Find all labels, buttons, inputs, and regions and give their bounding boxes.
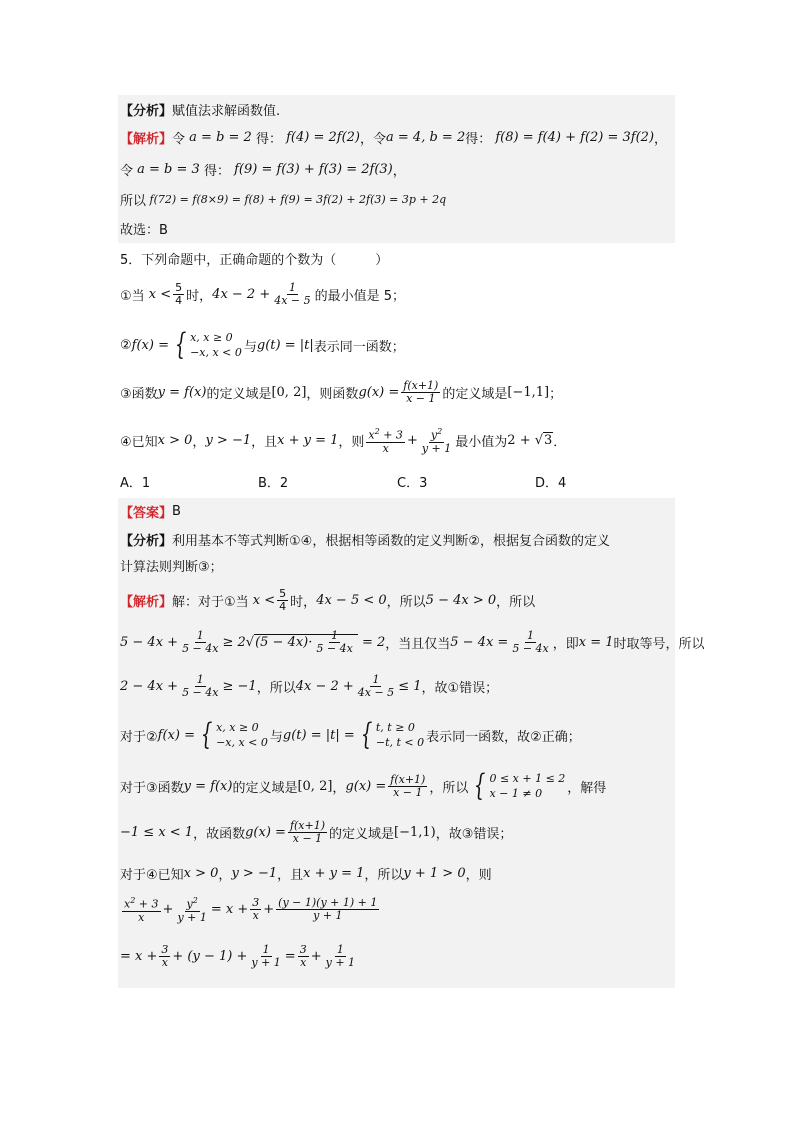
- question-5-item-3: ③函数 y = f(x) 的定义域是 [0, 2] ，则函数 g(x) = $\frac{f(x+1)}{x - 1}$ 的定义域是 [−1,1] ；: [120, 379, 563, 405]
- option-a: A．1: [120, 476, 151, 491]
- prev-solution-line3: 所以 f(72) = f(8×9) = f(8) + f(9) = 3f(2) + 2f(3) = 3p + 2q: [120, 193, 447, 209]
- sol-eq-1: $\frac{x^2 + 3}{x}$ + $\frac{y^2}{y + 1}$ = x + $\frac{3}{x}$ + $\frac{(y - 1)(y + 1) + 1}{y + 1}$: [124, 895, 378, 924]
- answer-line: [120, 502, 181, 521]
- sol-analysis-1: 【分析】 利用基本不等式判断①④，根据相等函数的定义判断②，根据复合函数的定义: [120, 534, 610, 549]
- sol-line-1: 【解析】 解：对于①当 x < $\frac{5}{4}$ 时， 4x − 5 < 0 ，所以 5 − 4x > 0 ，所以: [120, 587, 536, 613]
- option-b: B．2: [258, 476, 289, 491]
- sol-line-4: 对于② f(x) = { x, x ≥ 0 −x, x < 0 与 g(t) = |t| = { t, t ≥ 0 −t, t < 0 表示同一函数，故②正确；: [120, 717, 581, 752]
- question-5-item-1: ①当 x < $\frac{5}{4}$ 时， 4x − 2 + $\frac{1}{4x - 5}$ 的最小值是 5；: [120, 281, 406, 307]
- question-5-item-4: ④已知 x > 0 ， y > −1 ，且 x + y = 1 ，则 $\frac{x^2 + 3}{x}$ + $\frac{y^2}{y + 1}$ 最小值为 2 + √3 ．: [120, 427, 567, 455]
- prev-analysis-text: 赋值法求解函数值.: [172, 104, 281, 119]
- solution-tag: 【解析】: [120, 132, 173, 147]
- sol-line-5: 对于③函数 y = f(x) 的定义域是 [0, 2] ， g(x) = $\frac{f(x+1)}{x - 1}$ ，所以 { 0 ≤ x + 1 ≤ 2 x − 1 ≠ 0 ，解得: [120, 768, 607, 803]
- prev-conclusion: 故选：B: [120, 223, 168, 238]
- sol-line-6: −1 ≤ x < 1 ，故函数 g(x) = $\frac{f(x+1)}{x - 1}$ 的定义域是 [−1,1) ，故③错误；: [120, 819, 513, 845]
- sol-line-3: 2 − 4x + $\frac{1}{5 - 4x}$ ≥ −1 ，所以 4x − 2 + $\frac{1}{4x - 5}$ ≤ 1 ，故①错误；: [120, 673, 499, 699]
- option-c: C．3: [397, 476, 428, 491]
- sol-eq-2: = x + $\frac{3}{x}$ + (y − 1) + $\frac{1}{y + 1}$ = $\frac{3}{x}$ + $\frac{1}{y + 1}$: [120, 943, 356, 969]
- sol-analysis-2: 计算法则判断③；: [120, 560, 223, 575]
- question-5-item-2: ② f(x) = { x, x ≥ 0 −x, x < 0 与 g(t) = |t| 表示同一函数；: [120, 327, 405, 362]
- prev-solution-line1: 【解析】 令 a = b = 2 得： f(4) = 2f(2) ，令 a = 4, b = 2 得： f(8) = f(4) + f(2) = 3f(2) ，: [120, 130, 668, 147]
- answer-tag: 【答案】: [120, 506, 173, 521]
- sol-line-2: 5 − 4x + $\frac{1}{5 - 4x}$ ≥ 2√(5 − 4x)· $\frac{1}{5 - 4x}$ = 2 ，当且仅当 5 − 4x = $\frac{1}{5 - 4x}$ ，即 x = 1 时取等号，所以: [120, 629, 705, 655]
- analysis-tag: 【分析】: [120, 104, 173, 119]
- answer-value: B: [172, 504, 181, 519]
- option-d: D．4: [535, 476, 567, 491]
- prev-solution-line2: 令 a = b = 3 得： f(9) = f(3) + f(3) = 2f(3) ，: [120, 162, 406, 179]
- prev-analysis: [120, 100, 280, 119]
- question-5-stem: 5．下列命题中，正确命题的个数为（ ）: [120, 253, 389, 268]
- sol-line-7: 对于④已知 x > 0 ， y > −1 ，且 x + y = 1 ，所以 y + 1 > 0 ，则: [120, 866, 492, 883]
